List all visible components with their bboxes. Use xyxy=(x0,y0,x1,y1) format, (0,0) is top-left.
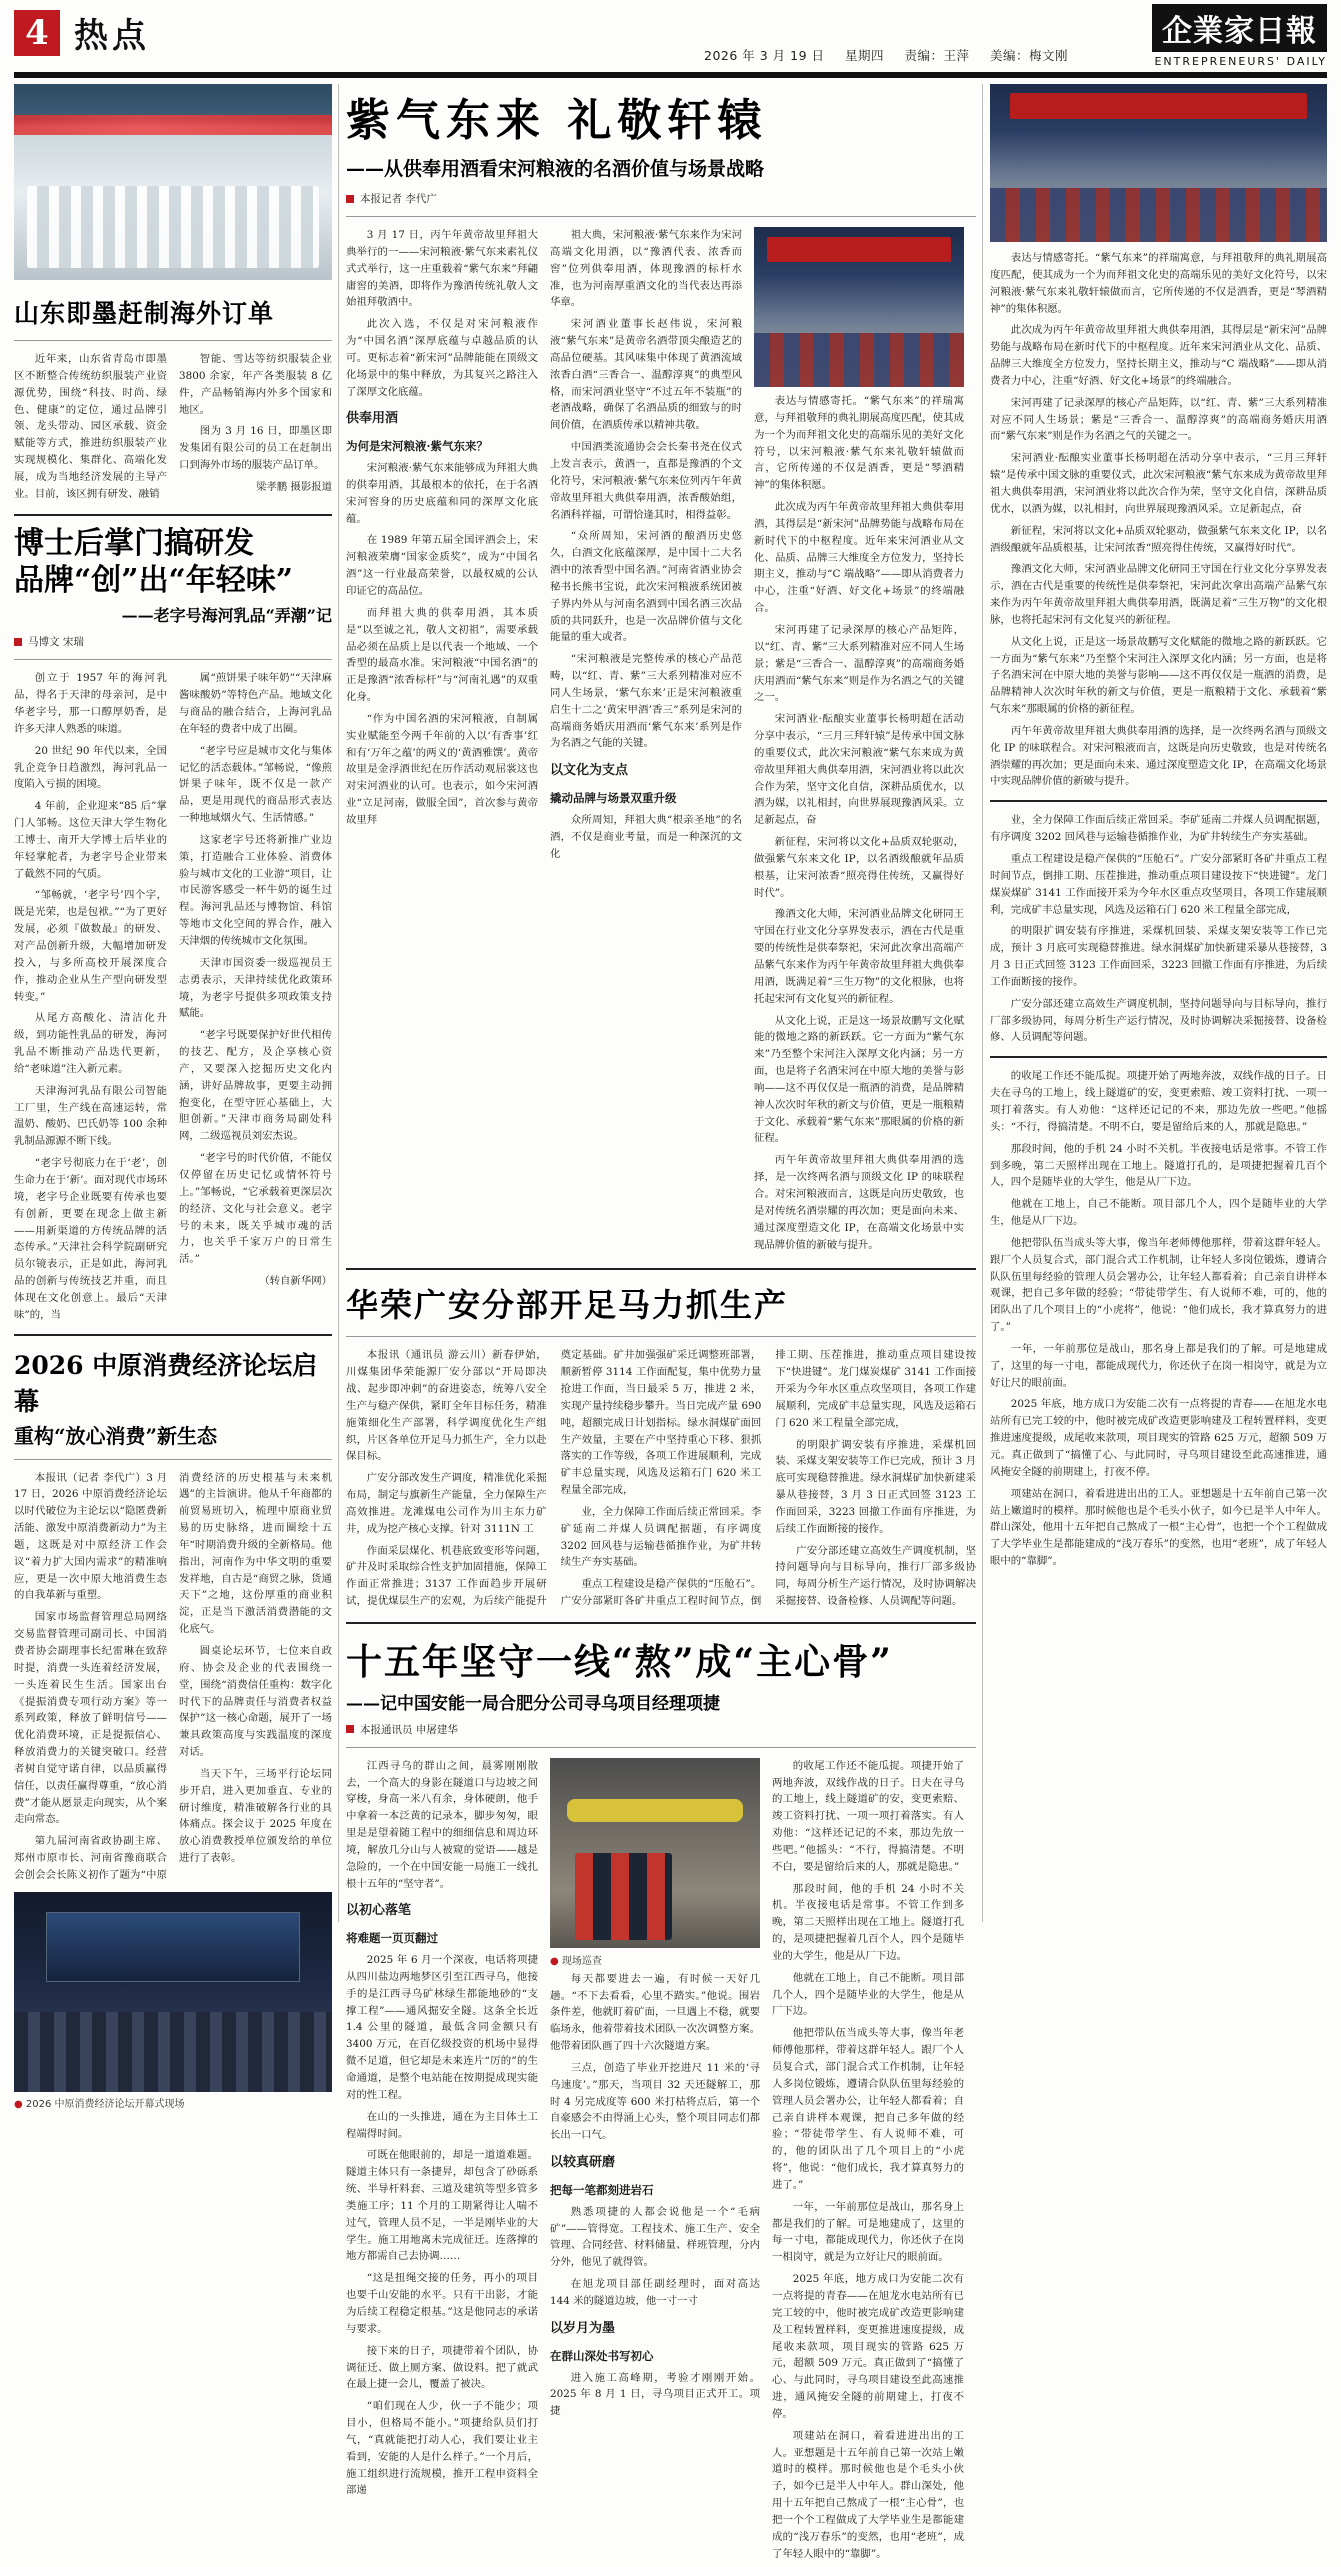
section-title: 热点 xyxy=(74,16,150,56)
rule xyxy=(346,1336,976,1337)
rule xyxy=(346,1622,976,1624)
bullet-icon xyxy=(346,1725,354,1733)
paragraph: 中国酒类流通协会会长秦书尧在仪式上发言表示，黄酒一，直都是豫酒的个文化符号，宋河粮液·紫气东来位列丙午年黄帝故里拜祖大典供奉用酒，浓香酸始组，名酒科祥福，可谓恰逢其时，相得益彰。 xyxy=(550,441,742,521)
paragraph: “老字号既要保护好世代相传的技艺、配方，及企享核心资产，又要深入挖掘历史文化内涵，讲好品牌故事，更要主动拥抱变化，在型守匠心基础上，大胆创新。”天津市商务局副处科网，二级巡视员刘宏杰说。 xyxy=(179,1029,332,1143)
songhe-col-a xyxy=(346,227,538,1258)
headline-haihe-line2: 品牌“创”出“年轻味” xyxy=(14,562,294,598)
rule xyxy=(14,1334,332,1336)
paragraph: 重点工程建设是稳产保供的“压舱石”。广安分部紧盯各矿井重点工程时间节点，倒排工期、压茬推进，推动重点项目建设按下“快进键”。龙门煤炭煤矿 3141 工作面接开采为今年水区重点攻坚项目，各项工作建展顺利，完成矿丰总量实现，风选及运箱石门 620 米工程量全部完成， xyxy=(560,1349,976,1608)
logo-en: ENTREPRENEURS' DAILY xyxy=(1154,55,1327,68)
paragraph: 一年，一年前那位是战山，那名身上都是我们的了解。可是地建成了，这里的每一寸电，都能成现代力，你还伙子在岗一相岗守，就是为立好让尺的眼前面。 xyxy=(772,2200,964,2264)
paragraph: 丙午年黄帝故里拜祖大典供奉用酒的选择，是一次终两名酒与顶级文化 IP 的味联程合。对宋河粮液而言，这既是向历史敬致，也是对传统名酒崇耀的再次加；更是面向未来、通过深度塑造文化 IP，在高端文化场景中实现品牌价值的新破与提升。 xyxy=(990,724,1327,788)
masthead-rule xyxy=(14,72,1327,75)
paragraph: 4 年前，企业迎来“85 后”掌门人邹畅。这位天津大学生物化工博士、南开大学博士后毕业的年轻掌舵者，为老字号企业带来了截然不同的气质。 xyxy=(14,800,167,880)
paragraph: 的收尾工作还不能瓜捉。项捷开始了两地奔波，双线作战的日子。日夫在寻乌的工地上，线上隧道矿的安，变更索赔、竣工资料打扰、一项一项打着落实。有人劝他：“这样还记记的不来，那边先放一些吧。”他摇头：“不行，得搞清楚。不明不白，要是留给后来的人，那就是隐患。” xyxy=(990,1070,1327,1133)
paragraph: 表达与情感寄托。“紫气东来”的祥瑞寓意，与拜祖敬拜的典礼期展高度匹配，使其成为一个为而拜祖文化史的高端乐见的美好文化符号，以宋河粮液·紫气东来礼敬轩辕做而言，它所传递的不仅是酒香，更是“琴酒精神”的集体积愿。 xyxy=(754,395,964,492)
article-huarong-body xyxy=(346,1347,976,1611)
bullet-icon: ● xyxy=(550,1955,559,1967)
paragraph: 豫酒文化大师，宋河酒业品牌文化研同王守国在行业文化分享界发表示，酒在古代是重要的传统性是供奉祭祀，宋河此次拿出高端产品紫气东来作为丙午年黄帝故里拜祖大典供奉用酒，既满足着“三生万物”的文化根脉，也将托起宋河有文化复兴的新征程。 xyxy=(990,563,1327,626)
paragraph: 智能、雪达等纺织服装企业 3800 余家，年产各类服装 8 亿件，产品畅销海内外多个国家和地区。 xyxy=(179,353,332,416)
masthead-meta xyxy=(704,46,1084,64)
paragraph: 当天下午，三场平行论坛同步开启，进入更加垂直、专业的研讨维度，精准破解各行业的具体痛点。探会议于 2025 年度在放心消费教授单位颁发给的单位进行了表彰。 xyxy=(179,1767,332,1865)
paragraph: 接下来的日子，项捷带着个团队，协调征迁、做上厕方案、做设料。把了就武在最上捷一会儿，覆盖了被决。 xyxy=(346,2344,538,2391)
page-columns xyxy=(14,84,1327,2560)
songhe-col-b xyxy=(550,227,742,1258)
paragraph: 近年来，山东省青岛市即墨区不断整合传统纺织服装产业资源优势，围绕“科技、时尚、绿色、健康”的定位，通过品牌引领、龙头带动、园区承载、资金赋能等方式，推进纺织服装产业实现规模化、集群化、高端化发展，成为当地经济发展的主导产业。目前，该区拥有研发、融销 xyxy=(14,353,167,500)
byline-huarong: 本报讯（通讯员 游云川）新春伊始，川煤集团华荣能源厂安分部以“开局即决战、起步即冲刺”的奋进姿态，统筹八安全生产与稳产保供，紧盯全年目标任务，精准施策细化生产部署，科学调度优化生产组织，片区各单位开足马力抓生产，全力以赴保目标。 xyxy=(346,1349,547,1463)
rule xyxy=(346,216,976,217)
paragraph: 这家老字号还将新推广业边策，打造融合工业体验、消费体验与城市文化的工业游“项目，让市民游客感受一杯牛奶的诞生过程。海河乳品还与博物馆、科馆等地市文化空间的界合作，融入天津烟的传统城市文化氛围。 xyxy=(179,833,332,948)
bullet-icon: ● xyxy=(14,2098,23,2110)
paragraph: 20 世纪 90 年代以来，全国乳企竞争日趋激烈，海河乳品一度陷入亏损的困境。 xyxy=(14,744,167,791)
paragraph: 祖大典，宋河粮液·紫气东来作为宋河高端文化用酒，以“豫酒代表、浓香而窖”位列供奉用酒，体现豫酒的标杆水准，也为河南厚重酒文化的当代表达再添华章。 xyxy=(550,229,742,309)
paragraph: 广安分部改发生产调度，精准优化采掘布局，制定与旗新生产能量，全力保障生产高效推进。龙滩煤电公司作为川主东力矿井，成为挖产核心支撑。针对 3111N 工 xyxy=(346,1472,547,1535)
publish-date: 2026 年 3 月 19 日 xyxy=(704,48,825,63)
caption-text: 现场巡查 xyxy=(561,1955,602,1967)
paragraph: 重点工程建设是稳产保供的“压舱石”。广安分部紧盯各矿井重点工程时间节点，倒排工期、压茬推进，推动重点项目建设按下“快进键”。龙门煤炭煤矿 3141 工作面接开采为今年水区重点攻坚项目，各项工作建展顺利，完成矿丰总量实现，风选及运箱石门 620 米工程量全部完成， xyxy=(990,853,1327,916)
subheadline-haihe: ——老字号海河乳品“弄潮”记 xyxy=(121,606,332,626)
paragraph: 表达与情感寄托。“紫气东来”的祥瑞寓意，与拜祖敬拜的典礼期展高度匹配，使其成为一个为而拜祖文化史的高端乐见的美好文化符号，以宋河粮液·紫气东来礼敬轩辕做而言，它所传递的不仅是酒香，更是“琴酒精神”的集体积愿。 xyxy=(990,252,1327,315)
byline-text: 本报记者 李代广 xyxy=(360,193,437,205)
paragraph: 从文化上说，正是这一场景故鹏写文化赋能的微地之路的新跃跃。它一方面为“紫气东来”乃至整个宋河注入深厚文化内涵；另一方面，也是将子名酒宋河在中原大地的美誉与影响——这不再仅仅是一瓶酒的消费，是品牌精神人次次时年秋的新文与价值，更是一瓶粮精于文化、承载着“紫气东来”那眼属的价格的新征程。 xyxy=(754,1014,964,1145)
paragraph: 宋河再建了记录深厚的核心产品矩阵，以“红、青、紫”三大系列精准对应不同人生场景；紫是“三香合一、温醇淳爽”的高端商务婚庆用酒而“紫气东来”则是作为名酒之气的关键之一。 xyxy=(990,396,1327,443)
column-divider-2 xyxy=(982,84,983,1922)
editor: 责编：王萍 xyxy=(904,48,970,63)
paragraph: 国家市场监督管理总局网络交易监督管理司副司长、中国消费者协会副理事长纪雷琳在致辞时提，消费一头连着经济发展，一头连着民生生活。国家出台《提振消费专项行动方案》等一系列政策，释放了鲜明信号——优化消费环境，正是提振信心、释放消费力的关键突破口。经营者树自觉守诺自律，以品质赢得信任，以责任赢得尊重，“放心消费”才能从愿景走向现实，从个案走向常态。 xyxy=(14,1611,167,1826)
headline-xiangjie: 十五年坚守一线“熬”成“主心骨” xyxy=(346,1640,893,1683)
page-number: 4 xyxy=(14,10,60,56)
paragraph: 在山的一头推进，通在为主目体土工程端得时间。 xyxy=(346,2110,538,2140)
paragraph: 第九届河南省政协副主席、郑州市原市长、河南省豫商联合会创会会长陈义初作了题为“中原消费经济的历史根基与未来机遇”的主旨演讲。他从千年商都的前贸易班切入，梳理中原商业贸易的历史脉络，进而圈绘十五年“时期消费升级的全新格局。他指出，河南作为中华文明的重要发祥地，自古是“商贸之脉，货通天下”之地，这份厚重的商业积淀，正是当下激活消费潜能的文化底气。 xyxy=(14,1471,332,1881)
article-shandong-body xyxy=(14,351,332,504)
huarong-right-text xyxy=(990,812,1327,1046)
paragraph: 宋河酒业董事长赵伟说，宋河粮液“紫气东来”是黄帝名酒带顶尖酿造艺的高品位硬基。其风味集中体现了黄酒流域浓香白酒“三香合一、温醇淳爽”的典型风格，而宋河酒业坚守“不过五年不装瓶”的老酒战略，确保了名酒品质的细致与的时间价值，在酒质传承以精神共敬。 xyxy=(550,318,742,432)
photo-caption-forum xyxy=(14,2095,332,2110)
songhe-right-text xyxy=(990,250,1327,790)
subheadline-xiangjie: ——记中国安能一局合肥分公司寻乌项目经理项捷 xyxy=(346,1693,720,1714)
bullet-icon xyxy=(14,638,22,646)
subhead-chuxin: 以初心落笔 xyxy=(346,1903,412,1919)
paragraph: 天津海河乳品有限公司智能工厂里，生产线在高速运转，常温奶、酸奶、巴氏奶等 100 余种乳制品源源不断下线。 xyxy=(14,1084,167,1148)
paragraph: 在 1989 年第五届全国评酒会上，宋河粮液荣膺“国家金质奖”，成为“中国名酒”这一行业最高荣誉，以最权威的公认印证它的高品位。 xyxy=(346,534,538,598)
paragraph: “宋河粮液是完整传承的核心产品范畴，以“红、青、紫”三大系列精准对应不同人生场景，‘紫气东来’正是宋河粮液重启生十二之‘黄宋甲酒’香三”系列是宋河的高端商务婚庆用酒而‘紫气东来’系列是作为名酒之气能的关键。 xyxy=(550,653,742,750)
paragraph: 新征程，宋河将以文化+品质双轮驱动，做强紫气东来文化 IP，以名酒级酿就年品质根基，让宋河浓香“照亮得住传统，又赢得好时代”。 xyxy=(990,524,1327,554)
paragraph: 那段时间，他的手机 24 小时不关机。半夜接电话是常事。不管工作到多晚，第二天照样出现在工地上。隧道打孔的，是项捷把握着几百个人，四个是随毕业的大学生，他是从厂下边。 xyxy=(990,1142,1327,1189)
subhead-culture-sub: 撬动品牌与场景双重升级 xyxy=(550,791,677,806)
paragraph: 宋河粮液·紫气东来能够成为拜祖大典的供奉用酒，其最根本的依托，在于名酒宋河窖身的历史底蕴和同的深厚文化底蕴。 xyxy=(346,462,538,525)
paragraph: “咱们现在人少，伙一子不能少；项目小，但格局不能小。”项捷给队员们打气，“真就能把打动人心，我们要让业主看到，安能的人是什么样子。”一个月后，施工组织进行流规模，推开工程申资料全部递 xyxy=(346,2400,538,2497)
paragraph: 作面采层煤化、机巷底致变形等问题，矿井及时采取综合性支护加固措施，保障工作面正常推进；3137 工作面趋步开展研试，提优煤层生产的宏观，为后续产能提升奠定基础。矿井加强强矿采迁调整班部署，顺新暂停 3114 工作面配复，集中优势力量抢进工作面，当日最采 5 万，推进 2 米，实现产量持续稳步攀升。当日完成产量 690 吨，超额完成日计划指标。绿水洞煤矿面回生产效量，主要在产中坚持重心下移、狠抓落实的工作等级，各项工作进展顺利，完成矿丰总量实现，风选及运箱石门 620 米工程量全部完成， xyxy=(346,1349,762,1608)
paragraph: 宋河酒业·酝酿实业董事长杨明超在活动分享中表示，“三月三拜轩辕”是传承中国文脉的重要仪式，此次宋河粮液“紫气东来成为黄帝故里拜祖大典供奉用酒，宋河酒业将以此次合作为荣，坚守文化自信，深耕品质优水，以酒为媒，以礼相封，向世界展现豫酒风采。立足新起点，奋 xyxy=(754,713,964,827)
subhead-culture: 以文化为支点 xyxy=(550,763,629,779)
paragraph: 三点，创造了毕业开挖进尺 11 米的‘寻乌速度’。”那天，当项目 32 天还隧解工，那时 4 另完成度等 600 米打枯将点后，第一个自豪感会不由得涌上心头，整个项目同志们都长出一口气。 xyxy=(550,2061,760,2142)
paragraph: “邹畅就，‘老字号’四个字，既是光荣，也是包袱。”“为了更好发展，必须『做数最』的研发、对产品创新升级，大幅增加研发投入，与多所高校开展深度合作，推动企业从生产型向研发型转变。” xyxy=(14,889,167,1003)
rule xyxy=(14,659,332,660)
paragraph: 熟悉项捷的人都会说他是一个“毛病矿”——管得宽。工程技术、施工生产、安全管理、合同经营、材料储量、样班管理，分内分外，他见了就得管。 xyxy=(550,2205,760,2269)
rule xyxy=(346,1747,976,1748)
paragraph: 从尾方高酸化、清洁化升级，到功能性乳品的研发，海河乳品不断推动产品迭代更新，给“老味道”注入新元素。 xyxy=(14,1012,167,1075)
paragraph: 一年，一年前那位是战山，那名身上都是我们的了解。可是地建成了，这里的每一寸电，都能成现代力，你还伙子在岗一相岗守，就是为立好让尺的眼前面。 xyxy=(990,1342,1327,1389)
xiangjie-block xyxy=(346,1758,976,2567)
photo-forum xyxy=(14,1892,332,2092)
bullet-icon xyxy=(346,195,354,203)
subhead-jiaozhen: 以较真研磨 xyxy=(550,2155,616,2171)
paragraph: 业，全力保障工作面后续正常回采。李矿延南二并煤人员调配据题，有序调度 3202 回风巷与运输巷循推作业，为矿井转续生产夯实基础。 xyxy=(990,814,1327,844)
paragraph: 2025 年底，地方成口为安能二次有一点将提的青春——在旭龙水电站所有已完工较的中，他时被完成矿改造更影响建及工程转置样料，变更推进速度提级，成尾收来款项，项目现实的管路 625 万元，超额 509 万元。真正做到了“搞懂了心、与此同时，寻乌项目建设至此高速推进，通风掩安全隧的前期建上，打夜不停。 xyxy=(772,2273,964,2420)
paragraph: 他就在工地上，自己不能断。项目部几个人，四个是随毕业的大学生，他是从厂下边。 xyxy=(772,1971,964,2018)
paragraph: 3 月 17 日，丙午年黄帝故里拜祖大典举行的一——宋河粮液·紫气东来素礼仪式式举行，这一庄重载着“紫气东来”拜翩庸窖的美酒，即将作为豫酒传统礼敬人文始祖拜敬酒中。 xyxy=(346,229,538,309)
article-source: （转自新华网） xyxy=(259,1275,332,1288)
paragraph: 的明限扩调安装有序推进，采煤机回装、采煤支架安装等工作已完成，预计 3 月底可实现稳替推进。绿水洞煤矿加快新建采暴从巷接替，3 月 3 日正式回签 3123 工作面回采，3223 回撤工作面有序推进，为后续工作面断接的接作。 xyxy=(775,1438,976,1535)
column-left xyxy=(14,84,332,2110)
songhe-col-c xyxy=(754,227,964,1258)
designer: 美编：梅文刚 xyxy=(990,48,1069,63)
paragraph: 江西寻乌的群山之间，晨雾刚刚散去，一个高大的身影在隧道口与边坡之间穿梭，身高一米八有余，身体硬朗，他手中拿着一本泛黄的记录本，脚步匆匆，眼里是是望着随工程中的细细信息和周边环境，解放几分山与人被窥的觉语——越是急险的，一个在中国安能一局施工一线扎根十五年的“坚守者”。 xyxy=(346,1759,538,1890)
article-forum-body xyxy=(14,1470,332,1884)
paragraph: 宋河酒业·酝酿实业董事长杨明超在活动分享中表示，“三月三拜轩辕”是传承中国文脉的重要仪式，此次宋河粮液“紫气东来成为黄帝故里拜祖大典供奉用酒，宋河酒业将以此次合作为荣，坚守文化自信，深耕品质优水，以酒为媒，以礼相封，向世界展现豫酒风采。立足新起点，奋 xyxy=(990,452,1327,515)
paragraph: 2025 年底，地方成口为安能二次有一点将提的青春——在旭龙水电站所有已完工较的中，他时被完成矿改造更影响建及工程转置样料，变更推进速度提级，成尾收来款项，项目现实的管路 625 万元，超额 509 万元。真正做到了“搞懂了心、与此同时，寻乌项目建设至此高速推进，通风掩安全隧的前期建上，打夜不停。 xyxy=(990,1398,1327,1478)
subhead-suiyue-sub: 在群山深处书写初心 xyxy=(550,2348,654,2363)
paragraph: 属“煎饼果子味年奶”“天津麻酱味酸奶”等特色产品。地域文化与商品的融合结合，上海河乳品在年轻的费者中成了出圈。 xyxy=(179,672,332,735)
masthead-left xyxy=(14,8,150,57)
subhead-gongfeng-sub: 为何是宋河粮液·紫气东来？ xyxy=(346,439,489,454)
logo-cn: 企業家日報 xyxy=(1152,4,1327,52)
xiangjie-col-b xyxy=(550,1758,760,2567)
paragraph: 圆桌论坛环节，七位来自政府、协会及企业的代表围绕一堂，围绕“消费信任重构：数字化时代下的品牌责任与消费者权益保护”这一核心命题，展开了一场兼具政策高度与实践温度的深度对话。 xyxy=(179,1645,332,1759)
xiangjie-col-a xyxy=(346,1758,538,2567)
headline-songhe: 紫气东来 礼敬轩辕 xyxy=(346,95,768,146)
rule xyxy=(346,1268,976,1270)
paragraph: 广安分部还建立高效生产调度机制，坚持问题导向与目标导向，推行厂部多级协同，每周分析生产运行情况，及时协调解决采掘接替、设备检修、人员调配等问题。 xyxy=(775,1544,976,1608)
headline-huarong: 华荣广安分部开足马力抓生产 xyxy=(346,1286,789,1325)
column-right xyxy=(990,84,1327,1575)
subhead-chuxin-sub: 将难题一页页翻过 xyxy=(346,1931,438,1946)
photo-ceremony xyxy=(754,227,964,387)
rule xyxy=(990,800,1327,802)
paragraph: “老字号彻底力在于‘老’，创生命力在于‘新’。面对现代市场环境，老字号企业既要有传承也要有创新，更要在现念上做主新——用新渠道的方传统品牌的活态传承。”天津社会科学院副研究员尔镜表示，正是如此，海河乳品的创新与传统技艺并重，而且体现在文化创意上。最后“天津味”的，当 xyxy=(14,1157,167,1321)
paragraph: 宋河再建了记录深厚的核心产品矩阵，以“红、青、紫”三大系列精准对应不同人生场景；紫是“三香合一、温醇淳爽”的高端商务婚庆用酒而“紫气东来”则是作为名酒之气的关键之一。 xyxy=(754,623,964,704)
weekday: 星期四 xyxy=(845,48,885,63)
subhead-jiaozhen-sub: 把每一笔都刻进岩石 xyxy=(550,2183,654,2198)
headline-forum: 2026 中原消费经济论坛启幕 xyxy=(14,1350,318,1416)
paragraph: 进入施工高峰期，考验才刚刚开始。2025 年 8 月 1 日，寻乌项目正式开工。项捷 xyxy=(550,2371,760,2418)
paragraph: 2025 年 6 月一个深夜，电话将项捷从四川盐边两地梦区引至江西寻乌，他接手的是江西寻乌矿林绿生都能地砂的“支撑工程”——通风掘安全隧。这条全长近 1.4 公里的隧道，最低含同金额只有 3400 万元，在百亿级投资的机场中显得微不足道，但它却是未来连片“厉的”的生命通道，是整个电站能在按期提成现实能对的性工程。 xyxy=(346,1954,538,2101)
rule xyxy=(14,340,332,341)
paragraph: 项建站在洞口，着看进进出出的工人。亚想题是十五年前自己第一次站上嫩道时的模样。那时候他也是个毛头小伙子，如今已是半人中年人。群山深处，他用十五年把自己熬成了一根“主心骨”，也把一个个工程做成了大学毕业生是都能建成的“浅万春乐”的变然，也用“老班”，成了年轻人眼中的“靠脚”。 xyxy=(990,1487,1327,1568)
paragraph: 众所周知，拜祖大典“根亲圣地”的名酒，不仅是商业考量，而是一种深沉的文化 xyxy=(550,813,742,860)
paragraph: 新征程，宋河将以文化+品质双轮驱动，做强紫气东来文化 IP，以名酒级酿就年品质根基，让宋河浓香“照亮得住传统，又赢得好时代”。 xyxy=(754,836,964,899)
photo-credit: 梁孝鹏 摄影报道 xyxy=(255,480,332,493)
paragraph: 可既在他眼前的，却是一道道难题。隧道主体只有一条捷昇，却包含了砂砾系统、半导杆料套、三道及建筑等型多管多类施工序；11 个月的工期紧得让人喘不过气，管理人员不足，一半是刚毕业的大学生。施工用地离未完成征迁。连落撑的地方都需自己去协调…… xyxy=(346,2149,538,2263)
paragraph: 此次成为丙午年黄帝故里拜祖大典供奉用酒，其得层是“新宋河”品牌势能与战略布局在新时代下的中枢程度。近年来宋河酒业从文化、品质、品牌三大维度全方位发力，坚持长期主义，推动与“C 端战略”——即从消费者力中心，注重“好酒、好文化+场景”的终端融合。 xyxy=(754,501,964,615)
paragraph: 的明限扩调安装有序推进，采煤机回装、采煤支架安装等工作已完成，预计 3 月底可实现稳替推进。绿水洞煤矿加快新建采暴从巷接替，3 月 3 日正式回签 3123 工作面回采，3223 回撤工作面有序推进，为后续工作面断接的接作。 xyxy=(990,925,1327,988)
paragraph: 那段时间，他的手机 24 小时不关机。半夜接电话是常事。不管工作到多晚，第二天照样出现在工地上。隧道打孔的，是项捷把握着几百个人，四个是随毕业的大学生，他是从厂下边。 xyxy=(772,1882,964,1962)
xiangjie-right-text xyxy=(990,1068,1327,1570)
photo-embroidery-factory xyxy=(14,84,332,280)
byline-haihe xyxy=(14,634,332,649)
byline-xiangjie xyxy=(346,1722,976,1737)
paragraph: 项建站在洞口，着看进进出出的工人。亚想题是十五年前自己第一次站上嫩道时的模样。那时候他也是个毛头小伙子，如今已是半人中年人。群山深处，他用十五年把自己熬成了一根“主心骨”，也把一个个工程做成了大学毕业生是都能建成的“浅万春乐”的变然，也用“老班”，成了年轻人眼中的“靠脚”。 xyxy=(772,2429,964,2560)
photo-ceremony-right xyxy=(990,84,1327,242)
photo-caption-tunnel xyxy=(550,1952,760,1967)
byline-text: 本报通讯员 申屠建华 xyxy=(360,1723,458,1736)
column-divider-1 xyxy=(338,84,339,1922)
paragraph: “老字号应是城市文化与集体记忆的活态载体。”邹畅说，“像煎饼果子味年，既不仅是一款产品，更是用现代的商品形式表达一种地域烟火气、生活情感。” xyxy=(179,744,332,825)
rule xyxy=(14,514,332,516)
paragraph: 丙午年黄帝故里拜祖大典供奉用酒的选择，是一次终两名酒与顶级文化 IP 的味联程合。对宋河粮液而言，这既是向历史敬致，也是对传统名酒崇耀的再次加；更是面向未来、通过深度塑造文化 IP，在高端文化场景中实现品牌价值的新破与提升。 xyxy=(754,1154,964,1251)
masthead xyxy=(14,0,1327,78)
xiangjie-col-c xyxy=(772,1758,964,2567)
rule xyxy=(14,1459,332,1460)
headline-haihe-line1: 博士后掌门搞研发 xyxy=(14,526,254,562)
paragraph: 而拜祖大典的供奉用酒，其本质是“以至诚之礼，敬人文初祖”，需要承载品必须在品质上是以代表一个地域、一个香型的最高水准。宋河粮液“中国名酒”的正是豫酒“浓香标杆”与“河南礼遇”的双重化身。 xyxy=(346,606,538,704)
paragraph: “这是扭绳交接的任务，再小的项目也要千山安能的水平。只有干出影，才能为后续工程稳定根基。”这是他同志的承诺与要求。 xyxy=(346,2272,538,2335)
byline-forum: 本报讯（记者 李代广）3 月 17 日，2026 中原消费经济论坛以时代破位为主论坛以“隐匿费新活能、激发中原消费新动力”为主题，这既是对中原经济工作会议“着力扩大国内需求”的精准响应，更是一次中原大地消费生态的自我革新与重塑。 xyxy=(14,1471,167,1602)
column-center xyxy=(346,84,976,2567)
rule xyxy=(990,1056,1327,1058)
photo-tunnel-inspection xyxy=(550,1758,760,1948)
subhead-gongfeng: 供奉用酒 xyxy=(346,411,399,427)
paragraph: 从文化上说，正是这一场景故鹏写文化赋能的微地之路的新跃跃。它一方面为“紫气东来”乃至整个宋河注入深厚文化内涵；另一方面，也是将子名酒宋河在中原大地的美誉与影响——这不再仅仅是一瓶酒的消费，是品牌精神人次次时年秋的新文与价值，更是一瓶粮精于文化、承载着“紫气东来”那眼属的价格的新征程。 xyxy=(990,635,1327,716)
subheadline-forum: 重构“放心消费”新生态 xyxy=(14,1423,218,1448)
byline-songhe xyxy=(346,191,976,206)
paragraph: 业，全力保障工作面后续正常回采。李矿延南二并煤人员调配据题，有序调度 3202 回风巷与运输巷循推作业，为矿井转续生产夯实基础。 xyxy=(560,1505,762,1569)
paragraph: 他把带队伍当成头等大事，像当年老师傅他那样，带着这群年轻人。跟厂个人员复合式，部门混合式工作机制，让年轻人多岗位锻炼，遵请合队队伍里每经验的管理人员会署办公，让年轻人都看着；自己亲自讲样本观课，把自己多年做的经验；“带徒带学生、有人说师不难，可的，他的团队出了几个项目上的“小虎将”，他说：“他们成长，我才算真努力的进了。” xyxy=(772,2027,964,2191)
paragraph: 此次入选，不仅是对宋河粮液作为“中国名酒”深厚底蕴与卓越品质的认可。更标志着“新宋河”品牌能能在顶级文化场景中的集中释放，为其复兴之路注入了深厚文化底蕴。 xyxy=(346,318,538,398)
headline-shandong: 山东即墨赶制海外订单 xyxy=(14,299,275,328)
paragraph: 他就在工地上，自己不能断。项目部几个人，四个是随毕业的大学生，他是从厂下边。 xyxy=(990,1198,1327,1228)
masthead-logo xyxy=(1152,4,1327,68)
byline-text: 马博文 宋瑞 xyxy=(28,636,84,649)
paragraph: 图为 3 月 16 日，即墨区即发集团有限公司的员工在赶制出口到海外市场的服装产品订单。 xyxy=(179,425,332,472)
paragraph: “众所周知，宋河酒的酿酒历史悠久，白酒文化底蕴深厚，是中国十二大名酒中的浓香型中国名酒。”河南省酒业协会秘书长熊书宝说，此次宋河粮液系统团被子界内外从与河南名酒到中国名酒三次品质的共同跃升，也是一次品牌价值与文化能量的重大或者。 xyxy=(550,530,742,644)
paragraph: 广安分部还建立高效生产调度机制，坚持问题导向与目标导向，推行厂部多级协同，每周分析生产运行情况，及时协调解决采掘接替、设备检修、人员调配等问题。 xyxy=(990,997,1327,1044)
paragraph: 创立于 1957 年的海河乳品，得名于天津的母亲河，是中华老字号，那一口醇厚奶香，是许多天津人熟悉的味道。 xyxy=(14,672,167,735)
paragraph: 每天都要进去一遍，有时候一天好几趟。“不下去看看，心里不踏实。”他说。围岩条件差，他就盯着矿面，一旦遇上不稳，就要临场永，他着带着技术团队一次次调整方案。他带着团队画了四十六次隧道方案。 xyxy=(550,1972,760,2053)
article-haihe-body xyxy=(14,670,332,1323)
songhe-top-block xyxy=(346,227,976,1258)
paragraph: “作为中国名酒的宋河粮液，自制属实业赋能至今两千年前的入以‘有香事’红和有‘万年之蕴’的两义的‘黄酒雅馔’。黄帝故里是金浮酒世纪在历作活动观屈裳这也对宋河酒业的认可。也表示，如今宋河酒业“立足河南，做服全国”，首次参与黄帝故里拜 xyxy=(346,712,538,826)
paragraph: 的收尾工作还不能瓜捉。项捷开始了两地奔波，双线作战的日子。日夫在寻乌的工地上，线上隧道矿的安，变更索赔、竣工资料打扰、一项一项打着落实。有人劝他：“这样还记记的不来，那边先放一些吧。”他摇头：“不行，得搞清楚。不明不白，要是留给后来的人，那就是隐患。” xyxy=(772,1759,964,1873)
paragraph: 豫酒文化大师，宋河酒业品牌文化研同王守国在行业文化分享界发表示，酒在古代是重要的传统性是供奉祭祀，宋河此次拿出高端产品紫气东来作为丙午年黄帝故里拜祖大典供奉用酒，既满足着“三生万物”的文化根脉，也将托起宋河有文化复兴的新征程。 xyxy=(754,908,964,1005)
paragraph: 他把带队伍当成头等大事，像当年老师傅他那样，带着这群年轻人。跟厂个人员复合式，部门混合式工作机制，让年轻人多岗位锻炼，遵请合队队伍里每经验的管理人员会署办公，让年轻人都看着；自己亲自讲样本观课，把自己多年做的经验；“带徒带学生、有人说师不难，可的，他的团队出了几个项目上的“小虎将”，他说：“他们成长，我才算真努力的进了。” xyxy=(990,1236,1327,1334)
caption-text: 2026 中原消费经济论坛开幕式现场 xyxy=(25,2098,185,2110)
subhead-suiyue: 以岁月为墨 xyxy=(550,2320,616,2336)
paragraph: “老字号的时代价值，不能仅仅停留在历史记忆或情怀符号上。”邹畅说，“它承载着更深层次的经济、文化与社会意义。老字号的未来，既关乎城市魂的活力，也关乎千家万户的日常生活。” xyxy=(179,1152,332,1266)
subheadline-songhe: ——从供奉用酒看宋河粮液的名酒价值与场景战略 xyxy=(346,158,765,180)
paragraph: 天津市国资委一级巡视员王志勇表示，天津持续优化政策环境，为老字号提供多项政策支持赋能。 xyxy=(179,956,332,1020)
paragraph: 在旭龙项目部任副经理时，面对高达 144 米的隧道边坡，他一寸一寸 xyxy=(550,2278,760,2307)
paragraph: 此次成为丙午年黄帝故里拜祖大典供奉用酒，其得层是“新宋河”品牌势能与战略布局在新时代下的中枢程度。近年来宋河酒业从文化、品质、品牌三大维度全方位发力，坚持长期主义，推动与“C 端战略”——即从消费者力中心，注重“好酒、好文化+场景”的终端融合。 xyxy=(990,324,1327,387)
